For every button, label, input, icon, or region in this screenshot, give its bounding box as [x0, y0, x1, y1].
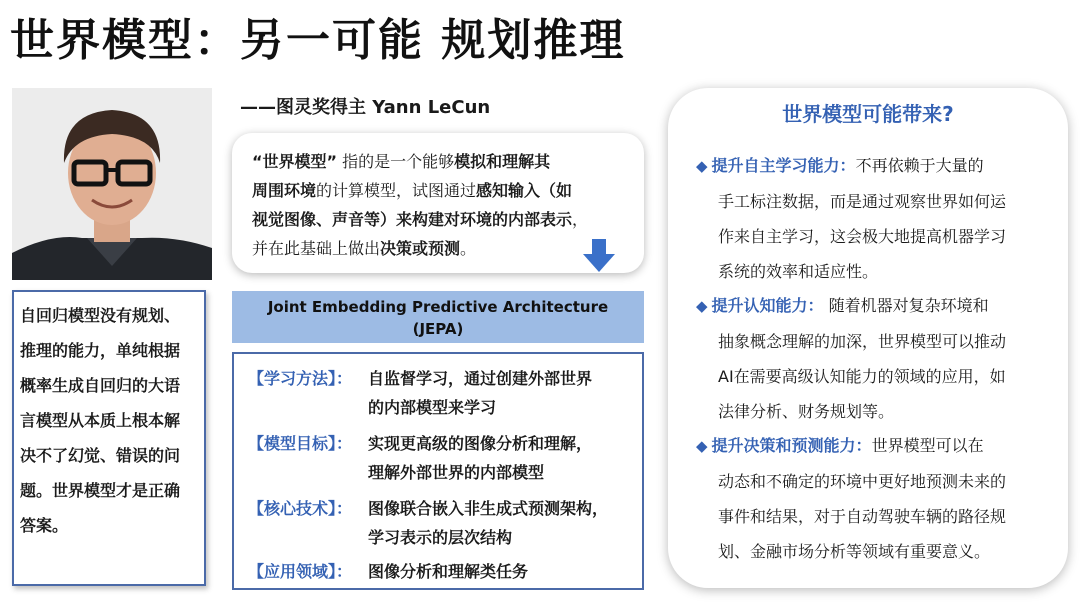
- note-line: 题。世界模型才是正确: [20, 481, 181, 500]
- benefit-heading: 提升决策和预测能力：: [711, 436, 872, 455]
- jepa-row-goal: [248, 429, 634, 487]
- diamond-icon: ◆: [696, 437, 708, 455]
- quote-term: “世界模型”: [252, 152, 338, 171]
- benefit-text: 动态和不确定的环境中更好地预测未来的: [718, 472, 1007, 491]
- jepa-title-banner: [232, 291, 644, 343]
- benefit-text: 法律分析、财务规划等。: [718, 402, 895, 421]
- quote-emphasis: 决策或预测: [380, 239, 461, 258]
- quote-fragment: 并在此基础上做出: [252, 239, 381, 258]
- benefit-text: 随着机器对复杂环境和: [823, 296, 989, 315]
- note-line: 概率生成自回归的大语: [20, 376, 181, 395]
- benefit-text: 事件和结果，对于自动驾驶车辆的路径规: [718, 507, 1007, 526]
- quote-box: [232, 133, 644, 273]
- jepa-row-label: 【学习方法】：: [248, 369, 353, 388]
- arrow-down-icon: [582, 239, 616, 273]
- quote-fragment: 的计算模型，试图通过: [316, 181, 477, 200]
- benefit-text: 抽象概念理解的加深，世界模型可以推动: [718, 332, 1007, 351]
- quote-text: [252, 147, 637, 263]
- benefit-heading: 提升认知能力：: [711, 296, 824, 315]
- benefit-text: 世界模型可以在: [871, 436, 984, 455]
- jepa-row-value: 自监督学习，通过创建外部世界: [368, 369, 593, 388]
- note-line: 推理的能力，单纯根据: [20, 341, 181, 360]
- benefit-text: 作来自主学习，这会极大地提高机器学习: [718, 227, 1007, 246]
- quote-fragment: 。: [460, 239, 477, 258]
- jepa-row-core-tech: [248, 494, 634, 552]
- diamond-icon: ◆: [696, 297, 708, 315]
- quote-emphasis: 感知输入（如: [476, 181, 573, 200]
- benefits-card: [668, 88, 1068, 588]
- benefit-text: 手工标注数据，而是通过观察世界如何运: [718, 192, 1007, 211]
- benefit-text: 不再依赖于大量的: [855, 156, 984, 175]
- quote-fragment: ，: [572, 210, 589, 229]
- benefits-title: 世界模型可能带来?: [782, 102, 954, 126]
- jepa-row-value: 图像分析和理解类任务: [368, 562, 529, 581]
- attribution: ——图灵奖得主 Yann LeCun: [240, 97, 491, 118]
- jepa-row-label: 【核心技术】：: [248, 499, 353, 518]
- autoregressive-note: [20, 298, 198, 543]
- jepa-row-value: 图像联合嵌入非生成式预测架构，: [368, 499, 609, 518]
- diamond-icon: ◆: [696, 157, 708, 175]
- autoregressive-note-box: [12, 290, 206, 586]
- benefit-text: AI在需要高级认知能力的领域的应用，如: [718, 367, 1006, 386]
- jepa-row-value: 实现更高级的图像分析和理解，: [368, 434, 593, 453]
- benefit-item-cognition: [696, 288, 1046, 429]
- quote-emphasis: 模拟和理解其: [454, 152, 551, 171]
- jepa-row-method: [248, 364, 634, 422]
- jepa-row-value: 理解外部世界的内部模型: [368, 463, 545, 482]
- benefit-text: 系统的效率和适应性。: [718, 262, 879, 281]
- quote-emphasis: 周围环境: [252, 181, 317, 200]
- benefit-item-decision-prediction: [696, 428, 1046, 569]
- jepa-row-label: 【应用领域】：: [248, 562, 353, 581]
- jepa-row-value: 的内部模型来学习: [368, 398, 497, 417]
- note-line: 自回归模型没有规划、: [20, 306, 181, 325]
- benefit-text: 划、金融市场分析等领域有重要意义。: [718, 542, 991, 561]
- quote-emphasis: 视觉图像、声音等）来构建对环境的内部表示: [252, 210, 573, 229]
- portrait-photo: [12, 88, 212, 280]
- jepa-row-value: 学习表示的层次结构: [368, 528, 513, 547]
- quote-fragment: 指的是一个能够: [337, 152, 455, 171]
- benefit-heading: 提升自主学习能力：: [711, 156, 856, 175]
- note-line: 言模型从本质上根本解: [20, 411, 181, 430]
- jepa-row-application: [248, 557, 634, 586]
- jepa-details-box: [232, 352, 644, 590]
- jepa-acronym: (JEPA): [412, 320, 464, 338]
- jepa-title: Joint Embedding Predictive Architecture: [267, 298, 609, 316]
- note-line: 决不了幻觉、错误的问: [20, 446, 181, 465]
- jepa-row-label: 【模型目标】：: [248, 434, 353, 453]
- benefit-item-autonomous-learning: [696, 148, 1046, 289]
- slide-title: 世界模型：另一可能 规划推理: [10, 15, 626, 66]
- note-line: 答案。: [20, 516, 69, 535]
